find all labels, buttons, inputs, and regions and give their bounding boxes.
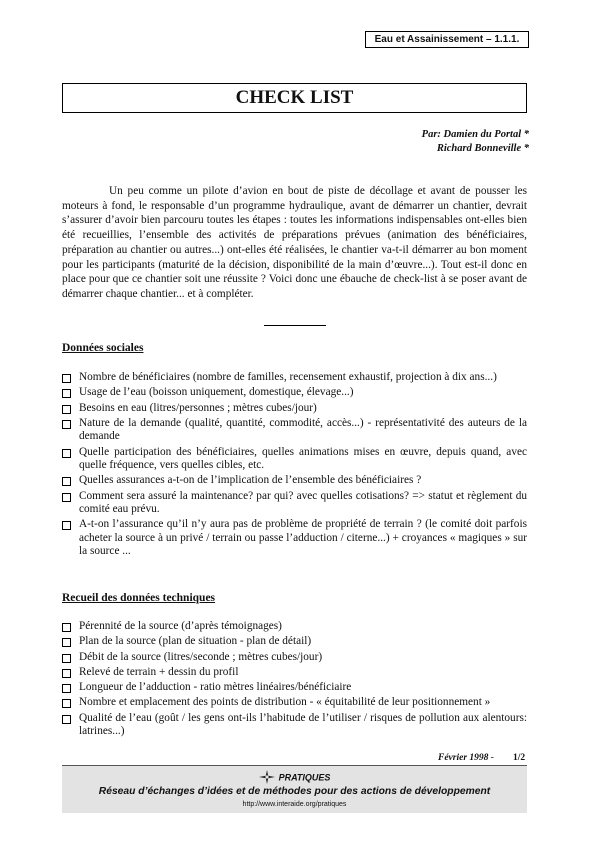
checklist-item [62,417,527,444]
checklist-item-text: Débit de la source (litres/seconde ; mètres cubes/jour) [79,650,323,663]
checklist-technical [62,620,527,740]
checklist-item-text: Qualité de l’eau (goût / les gens ont-ils l’habitude de l’utiliser / risques de pollution aux alentours: latrines...) [79,711,527,738]
checkbox-icon[interactable] [62,684,71,693]
checkbox-icon[interactable] [62,715,71,724]
checkbox-icon[interactable] [62,420,71,429]
checklist-item [62,620,527,633]
author-line-2: Richard Bonneville * [436,143,529,154]
separator-rule [264,325,326,326]
checklist-item-text: Quelle participation des bénéficiaires, quelles animations mises en œuvre, depuis quand, avec quelle fréquence, vers quelles cibles, etc. [79,445,527,471]
checklist-item-text: Plan de la source (plan de situation - plan de détail) [79,635,312,648]
checklist-item [62,518,527,558]
checklist-item [62,446,527,473]
checklist-item [62,371,527,384]
checklist-item [62,402,527,415]
checklist-item-text: Comment sera assuré la maintenance? par qui? avec quelles cotisations? => statut et règlement du comité eau prévu. [79,489,527,515]
checklist-item-text: Quelles assurances a-t-on de l’implication de l’ensemble des bénéficiaires ? [79,474,422,487]
footer-brand-name: PRATIQUES [278,772,331,783]
footer-tagline: Réseau d’échanges d’idées et de méthodes pour des actions de développement [98,786,491,797]
section-heading-technical: Recueil des données techniques [62,592,216,604]
checklist-item [62,651,527,664]
checkbox-icon[interactable] [62,623,71,632]
checkbox-icon[interactable] [62,654,71,663]
checkbox-icon[interactable] [62,389,71,398]
checklist-item [62,681,527,694]
footer-url-link[interactable]: http://www.interaide.org/pratiques [242,801,347,808]
checklist-item-text: Usage de l’eau (boisson uniquement, domestique, élevage...) [79,386,354,399]
checklist-item-text: Nature de la demande (qualité, quantité, commodité, accès...) - représentativité des auteurs de la demande [79,416,527,443]
intro-paragraph: Un peu comme un pilote d’avion en bout de piste de décollage et avant de pousser les moteurs à fond, le responsable d’un programme hydraulique, avant de démarrer un chantier, devrait s’assurer d’avoir bien parcouru toutes les étapes : toutes les informations indispensables ont-elles bien été recueillies, l’ensemble des activités de préparations prévues (animation des bénéficiaires, préparation au chantier ou autres...) ont-elles été réalisées, le chantier va-t-il démarrer au bon moment pour les participants (maturité de la décision, disponibilité de la main d’œuvre...). Tout est-il donc en place pour que ce chantier soit une réussite ? Voici donc une ébauche de check-list à se poser avant de démarrer chaque chantier... et à compléter. [62,185,527,300]
checklist-item [62,635,527,648]
checklist-item [62,474,527,487]
page-title: CHECK LIST [62,83,527,113]
checklist-item-text: Nombre et emplacement des points de distribution - « équitabilité de leur positionnement » [79,696,491,709]
page-number: 1/2 [513,753,526,763]
checkbox-icon[interactable] [62,449,71,458]
checklist-item [62,712,527,739]
checklist-item-text: Nombre de bénéficiaires (nombre de familles, recensement exhaustif, projection à dix ans...) [79,371,497,383]
checklist-social [62,371,527,560]
checklist-item-text: Relevé de terrain + dessin du profil [79,665,239,678]
footer-banner [62,765,527,813]
checklist-item-text: Besoins en eau (litres/personnes ; mètres cubes/jour) [79,401,317,414]
section-heading-social: Données sociales [62,342,144,354]
checklist-item [62,666,527,679]
checkbox-icon[interactable] [62,669,71,678]
checkbox-icon[interactable] [62,638,71,647]
checkbox-icon[interactable] [62,374,71,383]
checklist-item-text: Longueur de l’adduction - ratio mètres linéaires/bénéficiaire [79,681,352,694]
footer-brand-line [62,770,527,786]
authors-block [422,128,529,156]
checklist-item [62,490,527,517]
compass-star-logo-icon [259,770,275,786]
checkbox-icon[interactable] [62,477,71,486]
checkbox-icon[interactable] [62,521,71,530]
checkbox-icon[interactable] [62,493,71,502]
checklist-item-text: Pérennité de la source (d’après témoignages) [79,620,282,632]
author-line-1: Par: Damien du Portal * [421,129,529,140]
checkbox-icon[interactable] [62,699,71,708]
checklist-item-text: A-t-on l’assurance qu’il n’y aura pas de problème de propriété de terrain ? (le comité doit parfois acheter la source à un privé / terrain ou passe l’adduction / citerne...) + croyances « magiques » sur la source ... [79,518,527,558]
publication-date: Février 1998 - [438,753,494,763]
document-reference: Eau et Assainissement – 1.1.1. [365,31,529,48]
checklist-item [62,696,527,709]
checklist-item [62,386,527,399]
checkbox-icon[interactable] [62,405,71,414]
